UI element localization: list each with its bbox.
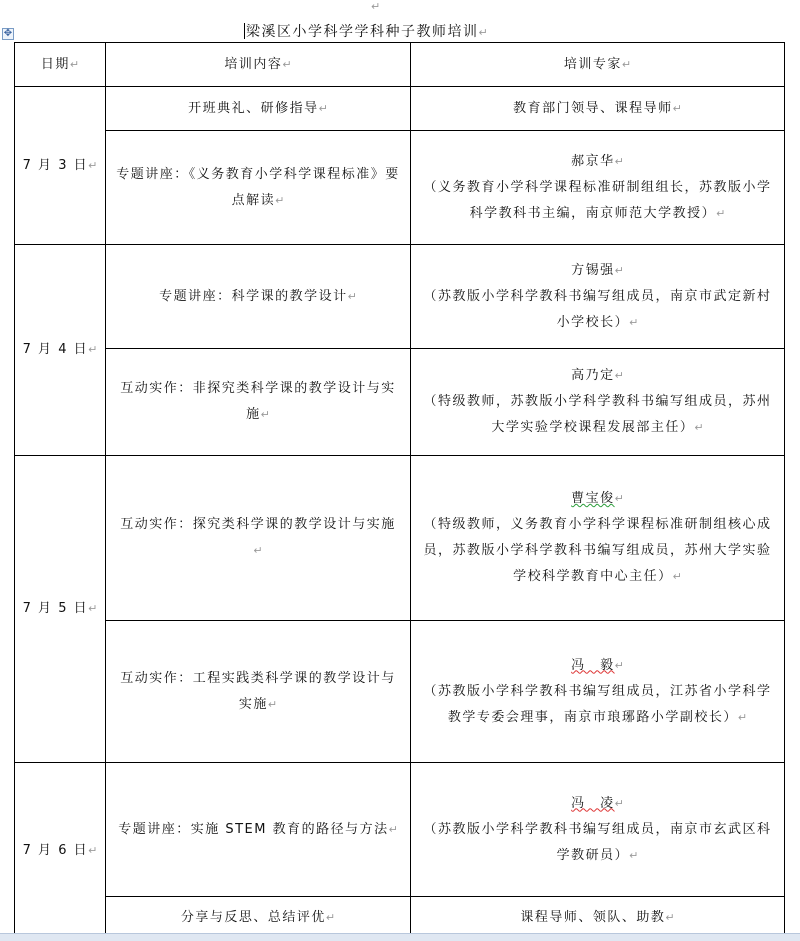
expert-cell: 冯 凌↵ （苏教版小学科学教科书编写组成员，南京市玄武区科学教研员）↵ bbox=[411, 763, 785, 897]
expert-description: （苏教版小学科学教科书编写组成员，南京市武定新村小学校长） bbox=[423, 288, 772, 330]
horizontal-scrollbar[interactable] bbox=[0, 933, 800, 941]
table-row bbox=[15, 131, 785, 245]
table-row bbox=[15, 87, 785, 131]
table-row bbox=[15, 349, 785, 456]
content-cell: 专题讲座：《义务教育小学科学课程标准》要点解读↵ bbox=[106, 131, 411, 245]
table-row bbox=[15, 245, 785, 349]
expert-cell: 课程导师、领队、助教↵ bbox=[411, 897, 785, 939]
content-cell: 专题讲座：实施 STEM 教育的路径与方法↵ bbox=[106, 763, 411, 897]
expert-name: 冯 凌 bbox=[571, 795, 615, 811]
training-schedule-table bbox=[14, 42, 785, 939]
expert-description: （特级教师，义务教育小学科学课程标准研制组核心成员，苏教版小学科学教科书编写组成员，苏州大学实验学校科学教育中心主任） bbox=[423, 517, 772, 584]
expert-cell: 高乃定↵ （特级教师，苏教版小学科学教科书编写组成员，苏州大学实验学校课程发展部主任）↵ bbox=[411, 349, 785, 456]
date-cell: 7 月 6 日↵ bbox=[15, 763, 106, 939]
expert-cell: 郝京华↵ （义务教育小学科学课程标准研制组组长，苏教版小学科学教科书主编，南京师范大学教授）↵ bbox=[411, 131, 785, 245]
date-cell: 7 月 3 日↵ bbox=[15, 87, 106, 245]
expert-name: 冯 毅 bbox=[571, 657, 615, 673]
date-cell: 7 月 5 日↵ bbox=[15, 456, 106, 763]
expert-description: （苏教版小学科学教科书编写组成员，南京市玄武区科学教研员） bbox=[423, 821, 772, 863]
paragraph-mark: ↵ bbox=[371, 0, 382, 13]
content-cell: 分享与反思、总结评优↵ bbox=[106, 897, 411, 939]
text-cursor bbox=[244, 23, 245, 39]
content-cell: 互动实作：非探究类科学课的教学设计与实施↵ bbox=[106, 349, 411, 456]
expert-description: （特级教师，苏教版小学科学教科书编写组成员，苏州大学实验学校课程发展部主任） bbox=[423, 394, 772, 435]
header-date: 日期↵ bbox=[15, 43, 106, 87]
date-cell: 7 月 4 日↵ bbox=[15, 245, 106, 456]
content-cell: 互动实作：工程实践类科学课的教学设计与实施↵ bbox=[106, 621, 411, 763]
expert-name: 方锡强 bbox=[571, 262, 615, 278]
content-cell: 开班典礼、研修指导↵ bbox=[106, 87, 411, 131]
table-move-handle-icon[interactable]: ✥ bbox=[3, 28, 13, 39]
paragraph-mark: ↵ bbox=[478, 26, 488, 39]
expert-name: 高乃定 bbox=[571, 368, 615, 383]
expert-name: 曹宝俊 bbox=[571, 491, 615, 506]
expert-cell: 教育部门领导、课程导师↵ bbox=[411, 87, 785, 131]
table-row bbox=[15, 763, 785, 897]
header-content: 培训内容↵ bbox=[106, 43, 411, 87]
expert-cell: 曹宝俊↵ （特级教师，义务教育小学科学课程标准研制组核心成员，苏教版小学科学教科书编写组成员，苏州大学实验学校科学教育中心主任）↵ bbox=[411, 456, 785, 621]
document-title bbox=[244, 22, 488, 42]
expert-description: （义务教育小学科学课程标准研制组组长，苏教版小学科学教科书主编，南京师范大学教授） bbox=[423, 179, 772, 221]
content-cell: 专题讲座：科学课的教学设计↵ bbox=[106, 245, 411, 349]
expert-description: （苏教版小学科学教科书编写组成员，江苏省小学科学教学专委会理事，南京市琅琊路小学副校长） bbox=[423, 683, 772, 725]
content-cell: 互动实作：探究类科学课的教学设计与实施↵ bbox=[106, 456, 411, 621]
expert-name: 郝京华 bbox=[571, 153, 615, 169]
header-row bbox=[15, 43, 785, 87]
header-expert: 培训专家↵ bbox=[411, 43, 785, 87]
table-row bbox=[15, 621, 785, 763]
expert-cell: 方锡强↵ （苏教版小学科学教科书编写组成员，南京市武定新村小学校长）↵ bbox=[411, 245, 785, 349]
title-text: 梁溪区小学科学学科种子教师培训 bbox=[246, 24, 479, 40]
expert-cell: 冯 毅↵ （苏教版小学科学教科书编写组成员，江苏省小学科学教学专委会理事，南京市琅琊路小学副校长）↵ bbox=[411, 621, 785, 763]
table-row bbox=[15, 456, 785, 621]
